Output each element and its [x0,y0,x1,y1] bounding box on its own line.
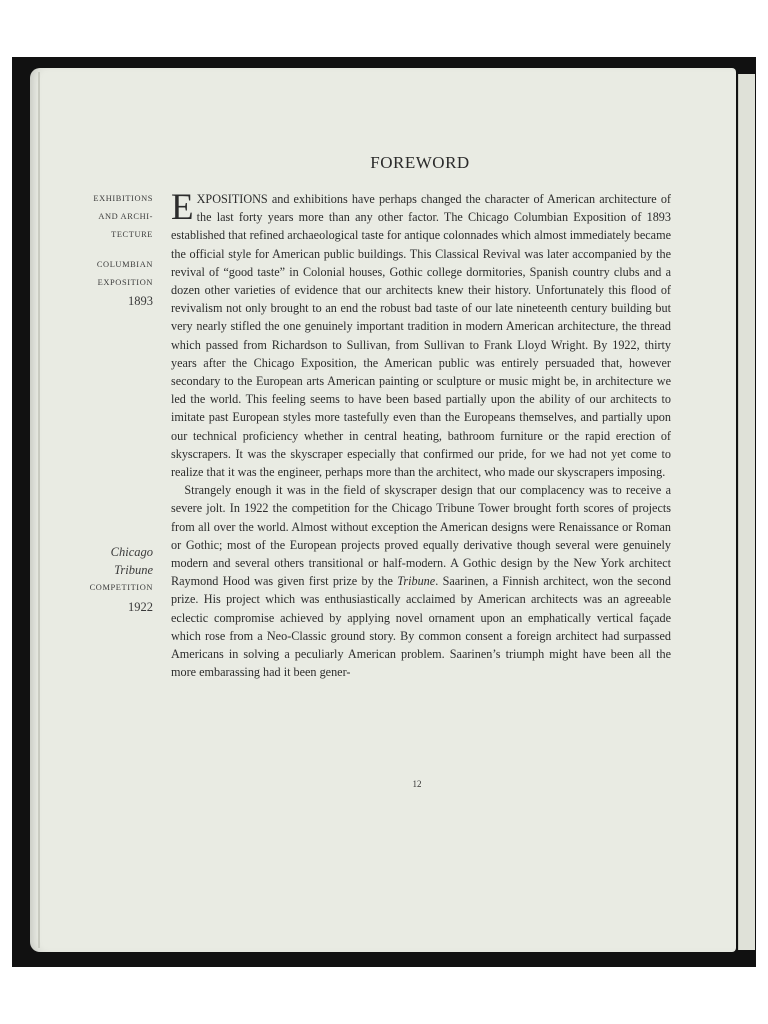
page-number: 12 [412,779,422,789]
margin-note-year: 1893 [128,294,153,309]
margin-note-line: COMPETITION [89,583,153,593]
margin-note-line: Chicago [110,545,153,559]
margin-note-line: EXHIBITIONS [93,194,153,203]
margin-note-line: EXPOSITION [97,278,153,288]
paragraph-text: . Saarinen, a Finnish architect, won the second prize. His project which was enthusiastically acclaimed by American architects was an agreeable eclectic compromise achieved by applying novel ornament upon an emphatically vertical façade which rose from a Neo-Classic ground story. By common consent a foreign architect had surpassed Americans in solving a peculiarly American problem. Saarinen’s triumph might have been all the more embarassing had it been gener- [171,574,671,680]
foreword-body [171,187,671,681]
paragraph-tribune [171,481,671,681]
paragraph-text: Strangely enough it was in the field of skyscraper design that our complacency was to receive a severe jolt. In 1922 the competition for the Chicago Tribune Tower brought forth scores of projects from all over the world. Almost without exception the American designs were Renaissance or Roman or Gothic; most of the European projects proved equally derivative though several were genuinely modern and several others transitional or half-modern. A Gothic design by the New York architect Raymond Hood was given first prize by the [171,483,671,589]
margin-note-tribune [60,543,153,616]
drop-cap: E [171,187,194,228]
margin-note-columbian [60,256,153,311]
margin-note-line: TECTURE [111,230,153,240]
facing-page-edge [738,74,755,950]
margin-note-line: COLUMBIAN [96,260,153,269]
margin-note-exhibitions [60,190,153,245]
margin-note-line: AND ARCHI- [98,212,153,222]
margin-note-year: 1922 [128,599,153,614]
page-binding-edge [38,72,40,948]
page-title: FOREWORD [370,153,470,172]
italic-title: Tribune [397,574,436,589]
margin-note-line: Tribune [114,563,153,578]
paragraph-text: XPOSITIONS and exhibitions have perhaps changed the character of American architecture of the last forty years more than any other factor. The Chicago Columbian Exposition of 1893 established that refined archaeological taste for antique colonnades which almost immediately became the official style for American public buildings. This Classical Revival was later accompanied by the revival of “good taste” in Colonial houses, Gothic college dormitories, Spanish country clubs and a dozen other varieties of evidence that our architects knew their history. Unfortunately this flood of revivalism not only brought to an end the robust bad taste of our late nineteenth century building but very nearly stifled the one genuinely important tradition in modern American architecture, the thread which passed from Richardson to Sullivan, from Sullivan to Frank Lloyd Wright. By 1922, thirty years after the Chicago Exposition, the American public was entirely persuaded that, however secondary to the European arts American painting or sculpture or music might be, in architecture we led the world. This feeling seems to have been based partially upon the ability of our architects to imitate past European styles more tastefully even than the Europeans themselves, and partially upon our technical proficiency whether in central heating, bathroom furniture or the rapid erection of skyscrapers. It was the skyscraper especially that confirmed our pride, for we had not yet come to realize that it was the engineer, perhaps more than the architect, who made our skyscrapers imposing. [171,192,671,480]
paragraph-exhibitions [171,187,671,481]
